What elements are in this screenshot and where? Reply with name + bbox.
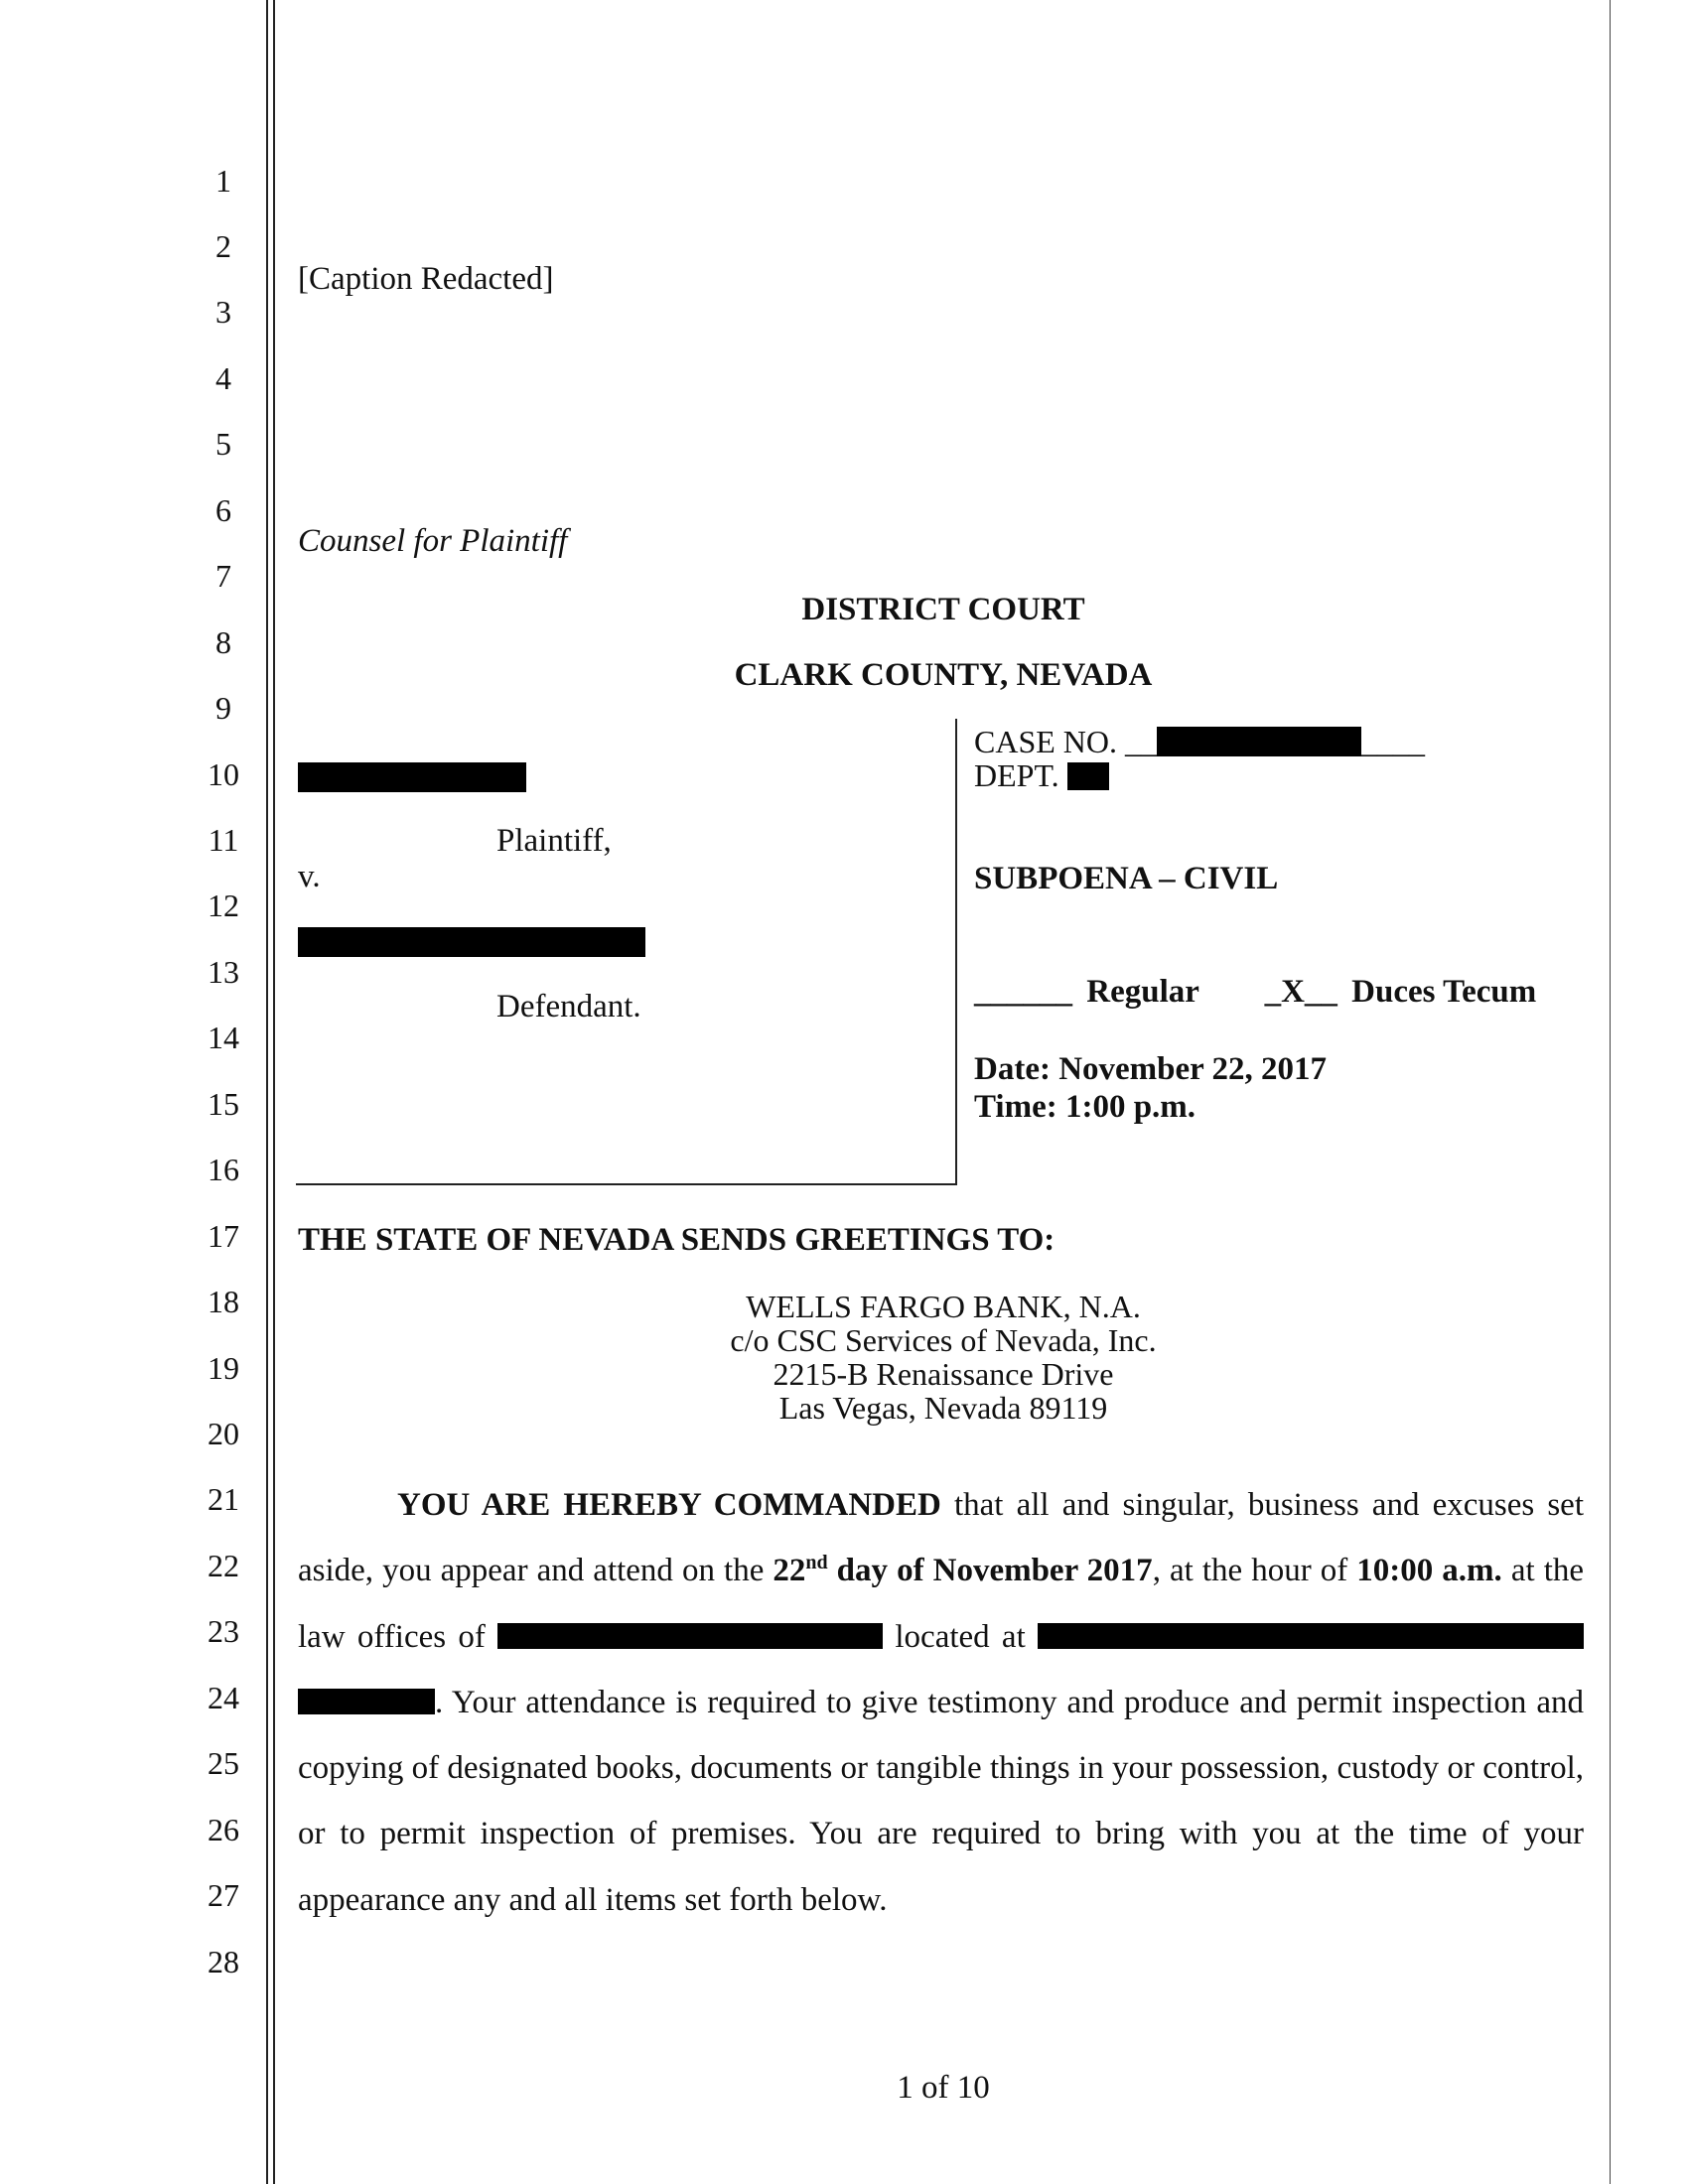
caption-divider-horizontal — [296, 1183, 956, 1185]
line-number: 8 — [215, 624, 231, 660]
dept-line — [974, 756, 1109, 794]
greeting-heading: THE STATE OF NEVADA SENDS GREETINGS TO: — [298, 1222, 1055, 1258]
day-number: 22 — [773, 1553, 806, 1589]
line-number: 27 — [208, 1877, 239, 1913]
hearing-time: Time: 1:00 p.m. — [974, 1089, 1196, 1125]
court-name: DISTRICT COURT — [801, 592, 1085, 627]
command-text: at the law offices of — [298, 1553, 1585, 1655]
command-text: located at — [883, 1618, 1039, 1655]
defendant-name-redaction — [298, 927, 645, 957]
address-redaction — [1038, 1623, 1584, 1649]
caption-divider-vertical — [955, 719, 957, 1185]
versus-label: v. — [298, 859, 321, 894]
page-number: 1 of 10 — [897, 2070, 990, 2106]
day-suffix: nd — [805, 1552, 828, 1574]
line-number: 19 — [208, 1350, 239, 1386]
case-number-trail: ____ — [1361, 724, 1426, 759]
subpoena-type-line — [974, 973, 1536, 1011]
regular-blank: ______ — [974, 974, 1072, 1010]
dept-redaction — [1067, 762, 1109, 790]
appearance-hour: 10:00 a.m. — [1356, 1553, 1502, 1589]
line-number: 9 — [215, 690, 231, 726]
left-margin-rule-inner — [273, 0, 275, 2184]
line-number: 10 — [208, 756, 239, 792]
command-text: that all and singular, business and excuses set aside, you appear and attend on the — [298, 1487, 1584, 1589]
plaintiff-label: Plaintiff, — [496, 823, 612, 859]
line-number: 26 — [208, 1812, 239, 1847]
line-number: 7 — [215, 558, 231, 594]
line-number: 25 — [208, 1745, 239, 1781]
recipient-line: Las Vegas, Nevada 89119 — [778, 1390, 1108, 1426]
line-number: 28 — [208, 1944, 239, 1979]
regular-label: Regular — [1086, 974, 1199, 1010]
case-number-line — [974, 723, 1425, 760]
duces-tecum-label: Duces Tecum — [1351, 974, 1537, 1010]
line-number: 23 — [208, 1613, 239, 1649]
line-number: 15 — [208, 1086, 239, 1122]
line-number: 12 — [208, 887, 239, 923]
line-number: 20 — [208, 1416, 239, 1451]
line-number: 17 — [208, 1218, 239, 1254]
line-number: 22 — [208, 1548, 239, 1583]
line-number: 18 — [208, 1284, 239, 1319]
line-number: 14 — [208, 1020, 239, 1055]
address-redaction-cont — [298, 1689, 435, 1714]
recipient-line: WELLS FARGO BANK, N.A. — [746, 1289, 1141, 1324]
command-lead: YOU ARE HEREBY COMMANDED — [397, 1487, 941, 1523]
command-text: , at the hour of — [1152, 1553, 1357, 1589]
case-number-label: CASE NO. __ — [974, 724, 1158, 759]
day-month-year: day of November 2017 — [827, 1553, 1153, 1589]
case-number-redaction — [1157, 727, 1361, 756]
counsel-for-plaintiff: Counsel for Plaintiff — [298, 523, 568, 559]
right-margin-rule — [1610, 0, 1611, 2184]
left-margin-rule — [266, 0, 268, 2184]
recipient-line: 2215-B Renaissance Drive — [773, 1356, 1114, 1392]
defendant-label: Defendant. — [496, 989, 641, 1024]
duces-tecum-mark: _X__ — [1264, 974, 1337, 1010]
caption-redacted: [Caption Redacted] — [298, 261, 554, 297]
line-number: 2 — [215, 228, 231, 264]
line-number: 5 — [215, 426, 231, 462]
line-number: 21 — [208, 1481, 239, 1517]
line-number: 4 — [215, 360, 231, 396]
line-number: 6 — [215, 492, 231, 528]
line-number: 1 — [215, 163, 231, 199]
line-number: 24 — [208, 1680, 239, 1715]
law-office-redaction — [497, 1623, 883, 1649]
line-number: 3 — [215, 294, 231, 330]
command-text: . Your attendance is required to give testimony and produce and permit inspection and copying of designated books, documents or tangible things in your possession, custody or control, or to permit inspection of premises. You are required to bring with you at the time of your appearance any and all items set forth below. — [298, 1684, 1584, 1918]
recipient-line: c/o CSC Services of Nevada, Inc. — [730, 1322, 1157, 1358]
court-county: CLARK COUNTY, NEVADA — [734, 657, 1153, 693]
line-number: 16 — [208, 1152, 239, 1187]
line-number: 11 — [208, 822, 239, 858]
plaintiff-name-redaction — [298, 762, 526, 792]
dept-label: DEPT. — [974, 757, 1059, 793]
appearance-day — [773, 1553, 1152, 1588]
command-paragraph — [298, 1472, 1584, 1933]
subpoena-title: SUBPOENA – CIVIL — [974, 861, 1279, 896]
line-number: 13 — [208, 954, 239, 990]
hearing-date: Date: November 22, 2017 — [974, 1051, 1327, 1087]
